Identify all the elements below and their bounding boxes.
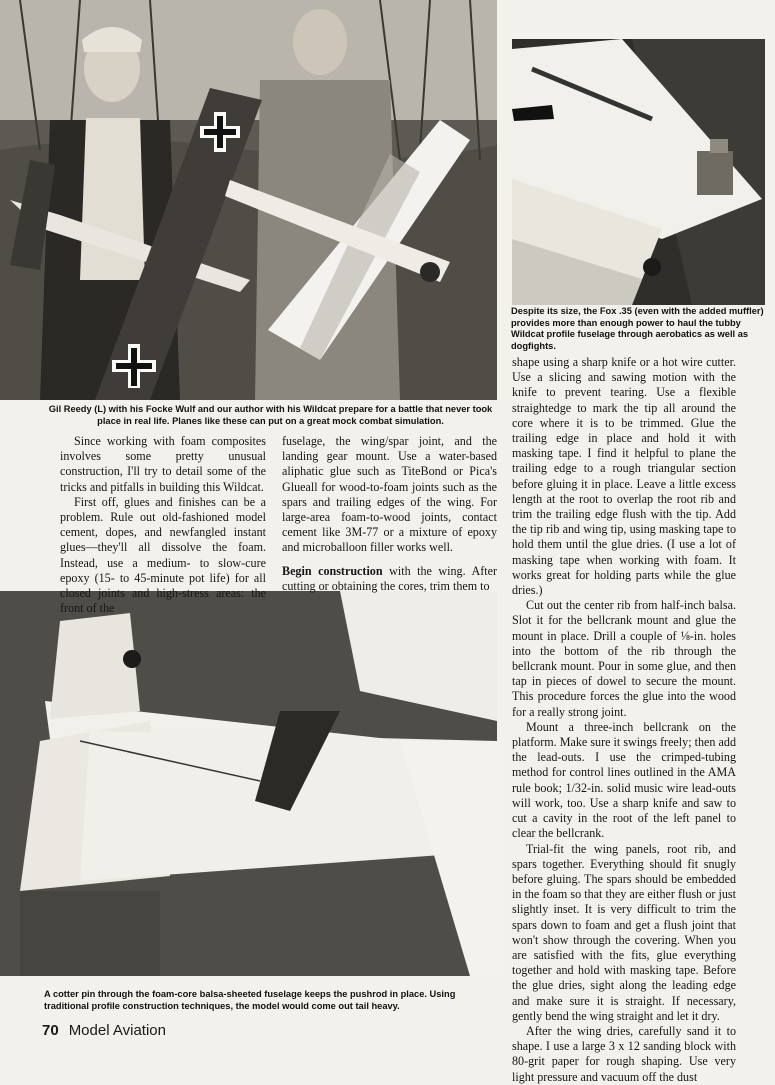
photo-pilots-with-planes <box>0 0 497 400</box>
magazine-name: Model Aviation <box>68 1022 166 1039</box>
page-footer <box>42 1022 166 1039</box>
page-number: 70 <box>42 1022 59 1039</box>
paragraph: Mount a three-inch bellcrank on the platform. Make sure it swings freely; then add the lead-outs. I use the crimped-tubing method for control lines outlined in the AMA rule book; 1/32-in. solid music wire lead-outs will work, too. Use a sharp knife and saw to cut a cavity in the root of the left panel to clear the bellcrank. <box>512 719 736 841</box>
section-lead-in: Begin construction <box>282 563 383 578</box>
photo-engine-closeup <box>512 39 765 305</box>
photo-caption-tail: A cotter pin through the foam-core balsa-sheeted fuselage keeps the pushrod in place. Using traditional profile construction techniques, the model would come out tail heavy. <box>44 989 456 1011</box>
paragraph: First off, glues and finishes can be a problem. Rule out old-fashioned model cement, dopes, and newfangled instant glues—they'll all dissolve the foam. Instead, use a medium- to slow-cure epoxy (15- to 45-minute pot life) for all closed joints and high-stress areas: the front of the <box>60 494 266 616</box>
photo-tail-pushrod <box>0 591 497 976</box>
photo-engine-illustration <box>512 39 765 305</box>
photo-tail-illustration <box>0 591 497 976</box>
paragraph: After the wing dries, carefully sand it to shape. I use a large 3 x 12 sanding block with 80-grit paper for rough shaping. Use very light pressure and vacuum off the dust <box>512 1023 736 1084</box>
paragraph: fuselage, the wing/spar joint, and the landing gear mount. Use a water-based aliphatic glue such as TiteBond or Pica's Glueall for wood-to-foam joints such as the spars and trailing edges of the wing. For large-area foam-to-wood joints, contact cement like 3M-77 or a mixture of epoxy and microballoon filler works well. <box>282 434 497 555</box>
paragraph-text: with the wing. After cutting or obtaining the cores, trim them to <box>282 563 497 593</box>
photo-caption-engine: Despite its size, the Fox .35 (even with the added muffler) provides more than enough power to haul the tubby Wildcat profile fuselage through aerobatics as well as dogfights. <box>511 306 764 351</box>
paragraph: Trial-fit the wing panels, root rib, and spars together. Everything should fit snugly before gluing. The spars should be embedded in the foam so that they are either flush or just slightly inset. It is very difficult to trim the spars down to foam and get a flush joint that won't show through the covering. When you are satisfied with the fits, glue everything together and hold with masking tape. Before the glue dries, sight along the leading edge and make sure it is straight. If necessary, gently bend the wing straight and let it dry. <box>512 841 736 1023</box>
paragraph <box>282 564 497 594</box>
paragraph: Since working with foam composites involves some pretty unusual construction, I'll try to detail some of the tricks and pitfalls in building this Wildcat. <box>60 434 266 494</box>
photo-pilots-illustration <box>0 0 497 400</box>
article-column-1 <box>60 434 266 616</box>
paragraph: shape using a sharp knife or a hot wire cutter. Use a slicing and sawing motion with the knife to prevent tearing. Use a flexible straightedge to mark the tip all around the core where it is to be trimmed. Glue the trailing edge in place and hold it with masking tape. I find it helpful to plane the trailing edge to a rough triangular section before gluing it in place. Leave a little excess length at the root to overlap the root rib and trim the trailing edge flush with the tip. Add the tip rib and wing tip, using masking tape to hold them until the glue dries. (I use a lot of masking tape when working with foam. It works great for holding parts while the glue dries.) <box>512 355 736 598</box>
article-column-3 <box>512 355 736 1085</box>
article-column-2 <box>282 434 497 594</box>
paragraph: Cut out the center rib from half-inch balsa. Slot it for the bellcrank mount and glue the mount in place. Drill a couple of ⅛-in. holes into the bottom of the rib through the bellcrank mount. Pour in some glue, and then tap in pieces of dowel to secure the mount. This procedure forces the glue into the wood for a really strong joint. <box>512 598 736 719</box>
photo-caption-pilots: Gil Reedy (L) with his Focke Wulf and our author with his Wildcat prepare for a battle that never took place in real life. Planes like these can put on a great mock combat simulation. <box>48 404 493 426</box>
